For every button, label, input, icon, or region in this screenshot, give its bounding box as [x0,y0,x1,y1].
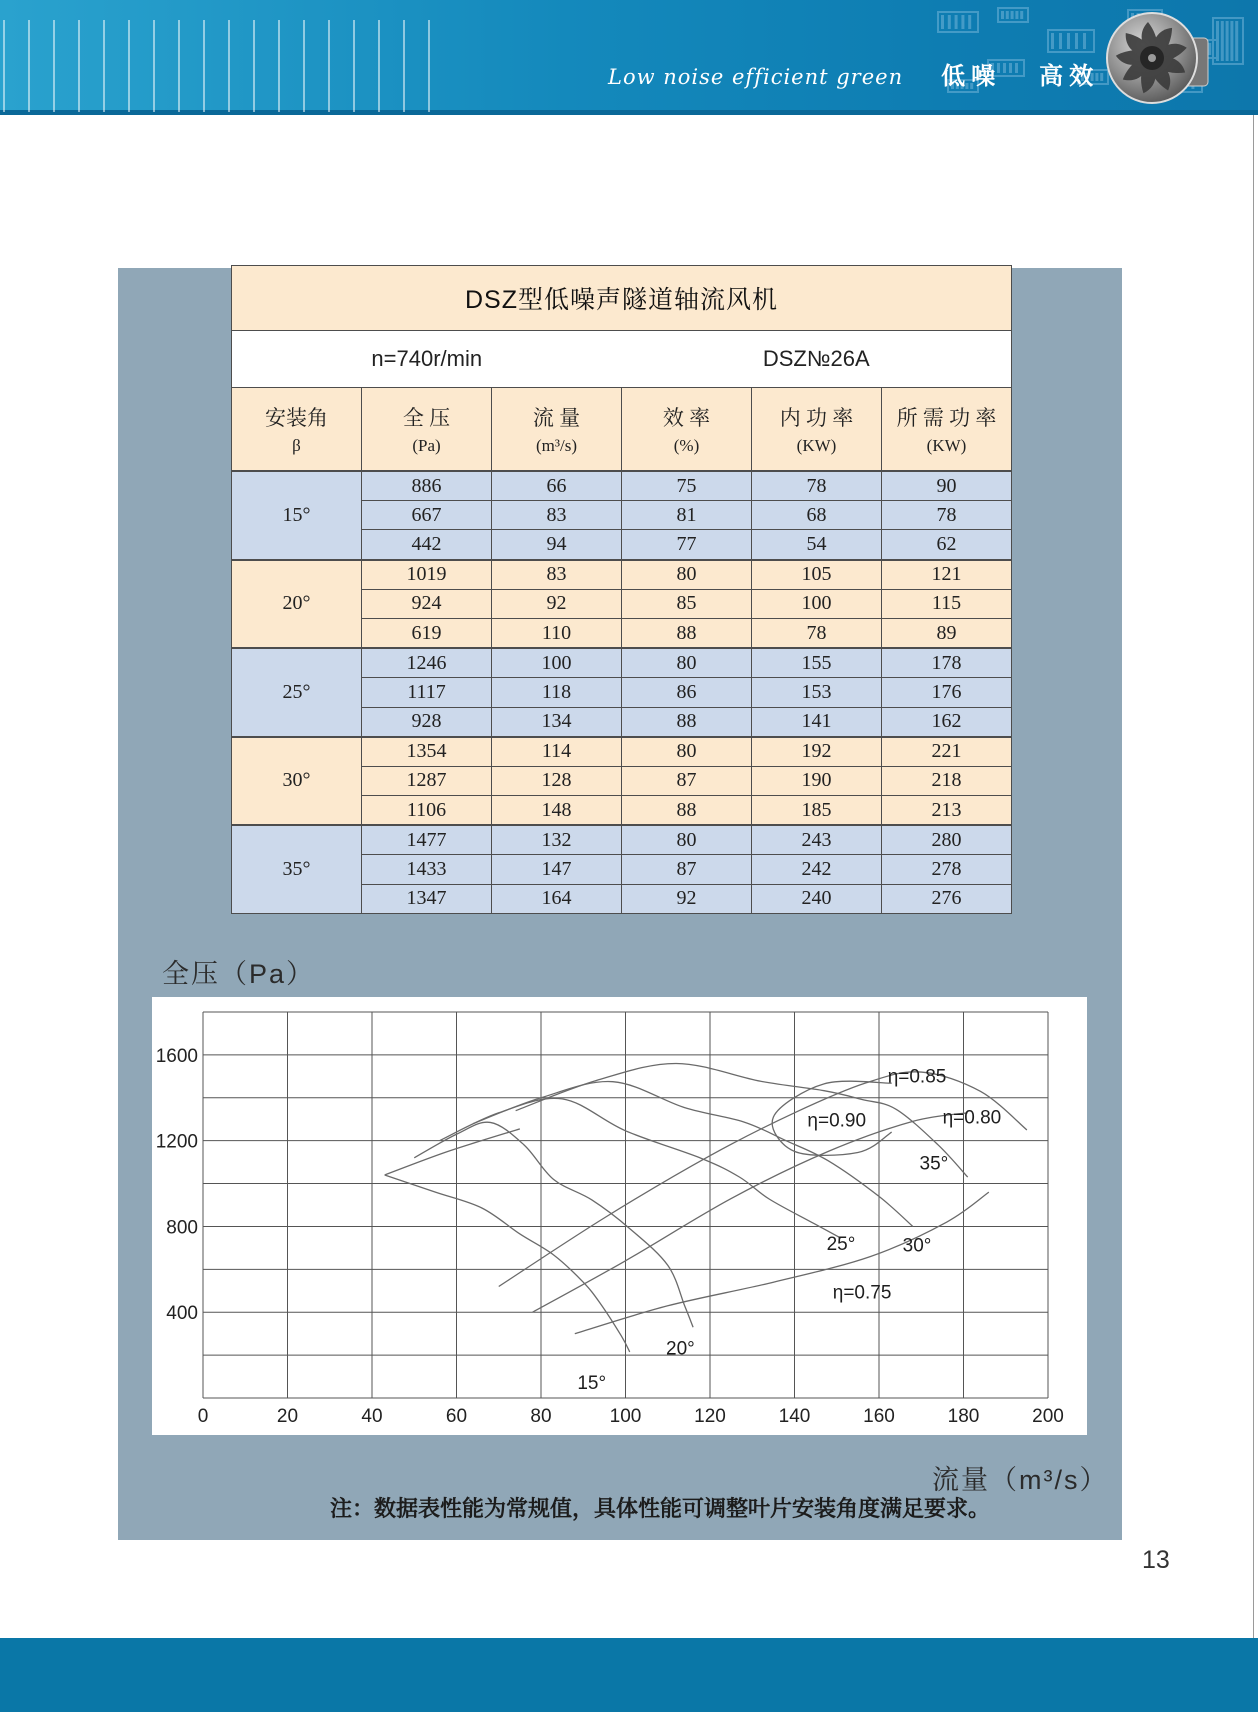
cell: 178 [882,648,1012,678]
cell: 162 [882,707,1012,737]
cell: 105 [752,560,882,590]
x-tick-label: 180 [947,1406,980,1427]
cell: 78 [752,618,882,648]
page-border-line [1253,115,1254,1638]
x-tick-label: 200 [1032,1406,1064,1427]
cell: 83 [492,501,622,530]
cell: 62 [882,530,1012,560]
cell: 147 [492,855,622,884]
15-curve [385,1175,630,1352]
header-banner [0,0,1258,115]
y-tick-label: 800 [166,1217,198,1239]
cell: 886 [362,471,492,501]
table-row [232,648,1012,678]
cell: 276 [882,884,1012,913]
cell: 89 [882,618,1012,648]
x-tick-label: 100 [609,1406,642,1427]
cell: 1477 [362,825,492,855]
curve-label: η=0.75 [832,1282,892,1304]
cell: 1287 [362,766,492,795]
cell: 213 [882,796,1012,826]
cell: 278 [882,855,1012,884]
cell: 83 [492,560,622,590]
cell: 442 [362,530,492,560]
cell: 164 [492,884,622,913]
cell: 185 [752,796,882,826]
cell: 87 [622,855,752,884]
cell: 88 [622,707,752,737]
angle-cell: 15° [232,471,362,560]
curve-label: η=0.85 [887,1066,947,1088]
angle-cell: 35° [232,825,362,913]
fan-speed: n=740r/min [371,346,483,371]
angle-cell: 25° [232,648,362,737]
y-tick-label: 1200 [155,1131,198,1153]
slogan-cn-word-0: 低噪 [941,61,1002,90]
column-header-3: 效 率 (%) [622,388,752,472]
cell: 132 [492,825,622,855]
cell: 1019 [362,560,492,590]
cell: 619 [362,618,492,648]
cell: 240 [752,884,882,913]
cell: 218 [882,766,1012,795]
cell: 141 [752,707,882,737]
column-header-0: 安装角 β [232,388,362,472]
cell: 78 [882,501,1012,530]
x-tick-label: 20 [276,1406,299,1427]
angle-cell: 30° [232,737,362,826]
cell: 115 [882,589,1012,618]
column-header-2: 流 量 (m³/s) [492,388,622,472]
cell: 176 [882,678,1012,707]
x-tick-label: 60 [445,1406,468,1427]
cell: 78 [752,471,882,501]
cell: 110 [492,618,622,648]
cell: 928 [362,707,492,737]
x-tick-label: 0 [197,1406,209,1427]
table-row [232,560,1012,590]
x-tick-label: 140 [778,1406,811,1427]
slogan-cn-word-1: 高效 [1039,61,1100,90]
cell: 87 [622,766,752,795]
fan-model: DSZ№26A [762,346,870,371]
fan-icon [1100,8,1212,108]
cell: 92 [622,884,752,913]
curve-label: 35° [919,1153,949,1175]
x-tick-label: 40 [361,1406,383,1427]
performance-chart [152,997,1087,1435]
y-tick-label: 1600 [155,1045,198,1067]
cell: 190 [752,766,882,795]
table-title: DSZ型低噪声隧道轴流风机 [232,266,1012,331]
y-tick-label: 400 [166,1303,198,1325]
cell: 1246 [362,648,492,678]
cell: 100 [492,648,622,678]
cell: 243 [752,825,882,855]
footer-bar [0,1638,1258,1712]
cell: 68 [752,501,882,530]
cell: 81 [622,501,752,530]
chart-x-axis-label: 流量（m³/s） [932,1465,1109,1495]
curve-label: η=0.90 [807,1110,867,1132]
cell: 280 [882,825,1012,855]
cell: 90 [882,471,1012,501]
cell: 88 [622,618,752,648]
cell: 80 [622,737,752,767]
cell: 1433 [362,855,492,884]
cell: 54 [752,530,882,560]
cell: 221 [882,737,1012,767]
cell: 86 [622,678,752,707]
cell: 118 [492,678,622,707]
cell: 192 [752,737,882,767]
x-tick-label: 120 [694,1406,726,1427]
table-row [232,471,1012,501]
cell: 128 [492,766,622,795]
curve-label: 25° [826,1234,856,1256]
cell: 242 [752,855,882,884]
cell: 75 [622,471,752,501]
cell: 121 [882,560,1012,590]
table-row [232,825,1012,855]
table-row [232,737,1012,767]
cell: 80 [622,825,752,855]
cell: 100 [752,589,882,618]
column-header-4: 内 功 率 (KW) [752,388,882,472]
x-tick-label: 160 [863,1406,895,1427]
cell: 77 [622,530,752,560]
angle-cell: 20° [232,560,362,649]
spec-table [231,265,1012,914]
cell: 148 [492,796,622,826]
cell: 1354 [362,737,492,767]
page-number: 13 [1142,1546,1170,1574]
footnote: 注：数据表性能为常规值，具体性能可调整叶片安装角度满足要求。 [330,1496,991,1521]
column-header-1: 全 压 (Pa) [362,388,492,472]
cell: 1347 [362,884,492,913]
-0-80-contour [533,1110,968,1312]
cell: 155 [752,648,882,678]
x-tick-label: 80 [530,1406,552,1427]
cell: 667 [362,501,492,530]
cell: 153 [752,678,882,707]
curve-label: 30° [902,1235,932,1257]
cell: 88 [622,796,752,826]
curve-label: η=0.80 [942,1107,1002,1129]
cell: 66 [492,471,622,501]
cell: 92 [492,589,622,618]
cell: 80 [622,560,752,590]
cell: 1117 [362,678,492,707]
curve-label: 20° [666,1338,695,1360]
cell: 85 [622,589,752,618]
cell: 94 [492,530,622,560]
cell: 114 [492,737,622,767]
cell: 134 [492,707,622,737]
curve-label: 15° [577,1372,607,1394]
chart-y-axis-label: 全压（Pa） [162,959,316,989]
cell: 924 [362,589,492,618]
slogan-english-script: Low noise efficient green [608,65,904,89]
column-header-5: 所 需 功 率 (KW) [882,388,1012,472]
cell: 80 [622,648,752,678]
cell: 1106 [362,796,492,826]
